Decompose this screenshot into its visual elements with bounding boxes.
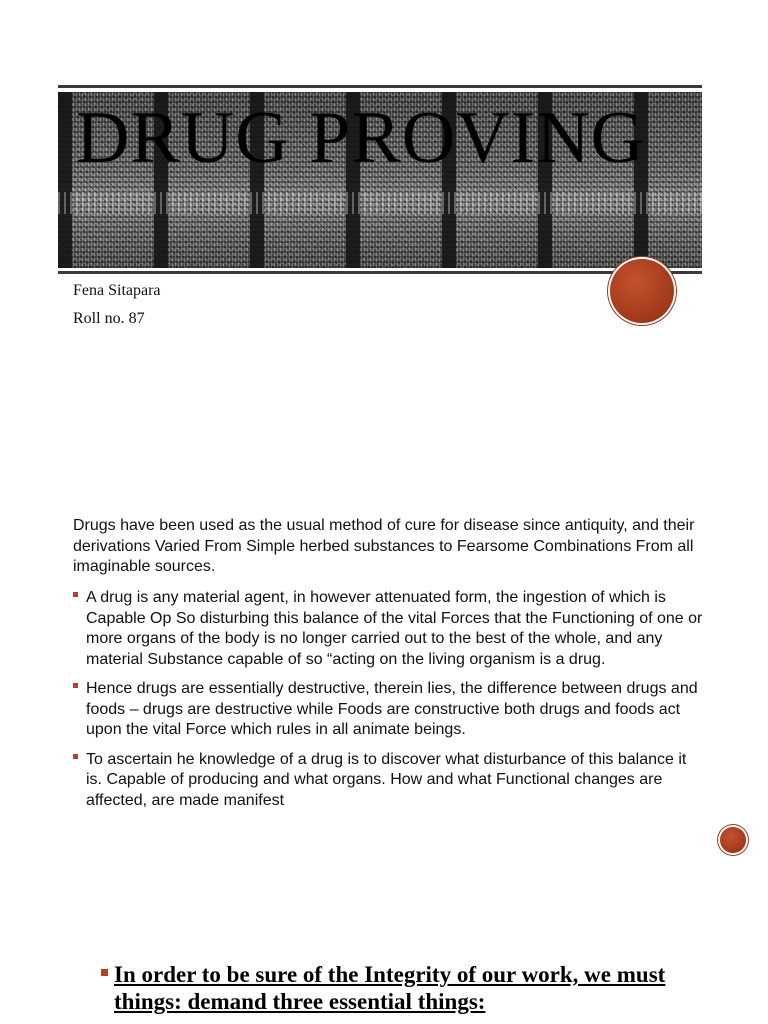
roll-number: Roll no. 87 xyxy=(73,310,145,327)
bullet-text: To ascertain he knowledge of a drug is to discover what disturbance of this balance it is. Capable of producing and what organs. How and what Functional changes are affected, are made manifest xyxy=(86,750,687,809)
author-name: Fena Sitapara xyxy=(73,282,161,299)
intro-paragraph: Drugs have been used as the usual method of cure for disease since antiquity, and their derivations Varied From Simple herbed substances to Fearsome Combinations From all imaginable sources. xyxy=(73,517,695,575)
section-heading-text: In order to be sure of the Integrity of our work, we must things: demand three essential things: xyxy=(114,962,666,1014)
bullet-item xyxy=(73,679,705,741)
bullet-text: A drug is any material agent, in however attenuated form, the ingestion of which is Capable Op So disturbing this balance of the vital Forces that the Functioning of one or more organs of the body is no longer carried out to the best of the whole, and any material Substance capable of so “acting on the living organism is a drug. xyxy=(86,589,703,668)
bullet-square-icon xyxy=(73,683,78,688)
bullet-square-icon xyxy=(73,754,78,759)
bullet-square-icon xyxy=(101,969,108,976)
section-heading xyxy=(104,961,684,1015)
bullet-square-icon xyxy=(73,592,78,597)
bullet-list xyxy=(73,588,705,820)
bullet-item xyxy=(73,588,705,670)
decorative-circle-badge xyxy=(610,259,674,323)
decorative-circle-badge-small xyxy=(720,827,746,853)
slide-title: DRUG PROVING xyxy=(76,97,646,179)
bullet-text: Hence drugs are essentially destructive, therein lies, the difference between drugs and foods – drugs are destructive while Foods are constructive both drugs and foods act upon the vital Force which rules in all animate beings. xyxy=(86,680,698,738)
bullet-item xyxy=(73,750,705,812)
banner-top-line xyxy=(58,85,702,88)
banner-bottom-line xyxy=(58,271,702,274)
